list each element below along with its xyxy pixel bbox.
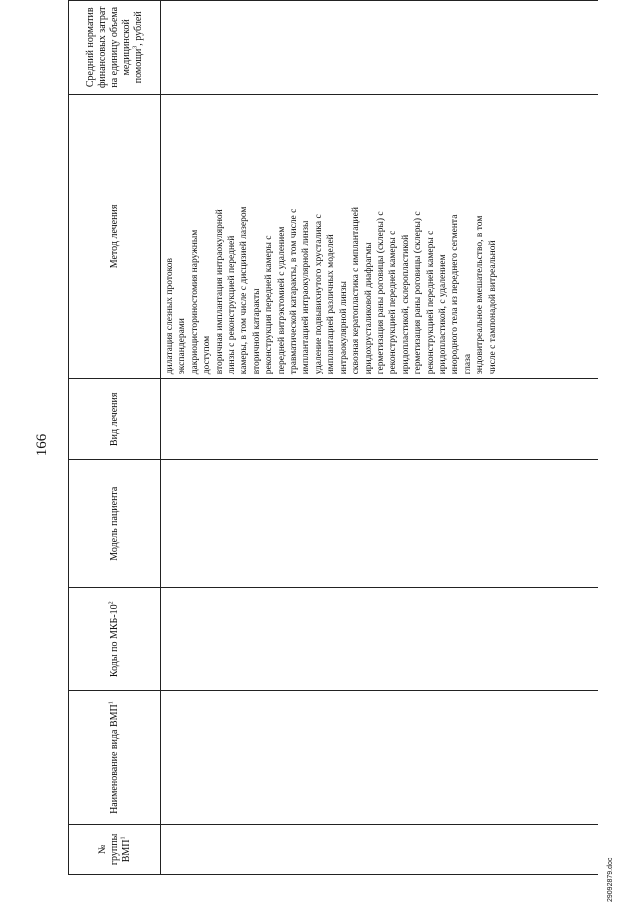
- document-id: 29092879.doc: [607, 857, 614, 902]
- vmp-table: [68, 0, 598, 875]
- footnote-marker: 1: [108, 701, 115, 705]
- method-line: линзы с реконструкцией передней: [227, 235, 238, 375]
- cell-cost-norm: [161, 1, 599, 95]
- method-line: имплантацией интраокулярной линзы: [301, 220, 312, 375]
- table-row: [161, 1, 599, 875]
- header-treatment-method-text: Метод лечения: [108, 204, 120, 269]
- page-number: 166: [34, 433, 50, 457]
- cell-icd-codes: [161, 588, 599, 691]
- cell-group-number: [161, 824, 599, 874]
- method-line: вторичная имплантация интраокулярной: [214, 209, 225, 375]
- header-patient-model-text: Модель пациента: [108, 486, 120, 561]
- method-line: камеры, в том числе с дисцизией лазером: [239, 206, 250, 375]
- method-line: доступом: [202, 335, 213, 375]
- header-icd-codes: [69, 588, 161, 691]
- method-line: иридопластикой, с удалением: [437, 254, 448, 375]
- cell-patient-model: [161, 460, 599, 588]
- method-line: вторичной катаракты: [251, 288, 262, 375]
- method-line: инородного тела из переднего сегмента: [450, 214, 461, 375]
- header-group-number: [69, 824, 161, 874]
- header-group-number-text: № группы ВМП: [96, 833, 132, 866]
- cell-treatment-type: [161, 379, 599, 460]
- method-line: герметизация раны роговицы (склеры) с: [413, 211, 424, 375]
- header-treatment-type: [69, 379, 161, 460]
- header-patient-model: [69, 460, 161, 588]
- header-vmp-name-text: Наименование вида ВМП: [108, 704, 120, 814]
- method-line: реконструкцией передней камеры с: [425, 230, 436, 375]
- header-icd-codes-text: Коды по МКБ-10: [108, 604, 120, 678]
- method-line: сквозная кератопластика с имплантацией: [351, 207, 362, 375]
- method-line: глаза: [462, 353, 473, 375]
- method-line: интраокулярной линзы: [338, 281, 349, 375]
- footnote-marker: 2: [108, 601, 115, 605]
- method-line: удаление подвывихнутого хрусталика с: [313, 214, 324, 375]
- header-treatment-type-text: Вид лечения: [108, 392, 120, 447]
- method-line: герметизация раны роговицы (склеры) с: [375, 211, 386, 375]
- treatment-method-list: [164, 99, 499, 375]
- method-line: экспандерами: [177, 318, 188, 375]
- method-line: дакриоцисториностомия наружным: [189, 229, 200, 375]
- footnote-marker: 1: [120, 836, 127, 840]
- cell-vmp-name: [161, 691, 599, 824]
- method-line: реконструкция передней камеры с: [264, 235, 275, 375]
- table-header-row: [69, 1, 161, 875]
- footnote-marker: 3: [132, 45, 139, 49]
- method-line: передней витрэктомией с удалением: [276, 226, 287, 375]
- header-cost-norm-text: Средний норматив финансовых затрат на единицу объема медицинской помощи: [84, 6, 144, 89]
- header-cost-norm: [69, 1, 161, 95]
- method-line: реконструкцией передней камеры с: [388, 230, 399, 375]
- method-line: травматической катаракты, в том числе с: [289, 208, 300, 375]
- cell-treatment-method: [161, 94, 599, 379]
- method-line: иридопластикой, склеропластикой: [400, 234, 411, 375]
- header-treatment-method: [69, 94, 161, 379]
- header-cost-norm-suffix: , рублей: [132, 11, 144, 46]
- header-vmp-name: [69, 691, 161, 824]
- method-line: числе с тампонадой витреальной: [487, 240, 498, 375]
- method-line: эндовитреальное вмешательство, в том: [475, 215, 486, 375]
- method-line: имплантацией различных моделей: [326, 234, 337, 375]
- method-line: иридохрусталиковой диафрагмы: [363, 242, 374, 375]
- method-line: дилатация слезных протоков: [165, 258, 175, 375]
